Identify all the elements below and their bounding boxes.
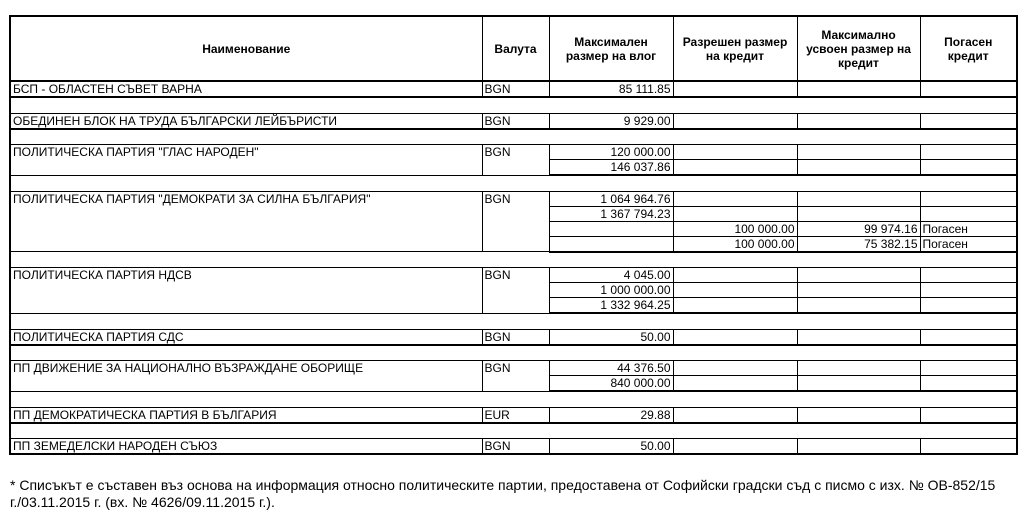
table-row: [10, 361, 1017, 376]
used-credit-cell: [797, 439, 920, 455]
allowed-credit-cell: [673, 113, 797, 129]
spacer-cell: [10, 129, 1017, 145]
spacer-row: [10, 345, 1017, 361]
footnote: * Списъкът е съставен въз основа на информация относно политическите партии, предоставена от Софийски градски съд с писмо с изх. № ОВ-852/15 г./03.11.2015 г. (вх. № 4626/09.11.2015 г.).: [10, 477, 996, 510]
used-credit-cell: [797, 407, 920, 423]
deposit-cell: 1 367 794.23: [549, 206, 673, 221]
repaid-cell: [920, 298, 1017, 314]
currency-cell: BGN: [482, 329, 549, 345]
table-row: [10, 329, 1017, 345]
deposit-cell: 1 064 964.76: [549, 191, 673, 206]
allowed-credit-cell: [673, 376, 797, 392]
currency-cell: BGN: [482, 81, 549, 97]
party-name-cell: ПОЛИТИЧЕСКА ПАРТИЯ "ДЕМОКРАТИ ЗА СИЛНА БЪЛГАРИЯ": [10, 191, 482, 252]
party-name-cell: ПП ЗЕМЕДЕЛСКИ НАРОДЕН СЪЮЗ: [10, 439, 482, 455]
party-name-cell: ПП ДЕМОКРАТИЧЕСКА ПАРТИЯ В БЪЛГАРИЯ: [10, 407, 482, 423]
spacer-row: [10, 313, 1017, 329]
spacer-cell: [10, 423, 1017, 439]
spacer-row: [10, 175, 1017, 191]
allowed-credit-cell: [673, 329, 797, 345]
deposit-cell: 44 376.50: [549, 361, 673, 376]
used-credit-cell: 99 974.16: [797, 221, 920, 236]
allowed-credit-cell: [673, 81, 797, 97]
repaid-cell: [920, 283, 1017, 298]
spacer-cell: [10, 313, 1017, 329]
repaid-cell: [920, 407, 1017, 423]
repaid-cell: [920, 191, 1017, 206]
currency-cell: BGN: [482, 439, 549, 455]
party-name-cell: ОБЕДИНЕН БЛОК НА ТРУДА БЪЛГАРСКИ ЛЕЙБЪРИСТИ: [10, 113, 482, 129]
header-name: Наименование: [10, 16, 482, 81]
spacer-row: [10, 423, 1017, 439]
deposit-cell: 120 000.00: [549, 145, 673, 160]
allowed-credit-cell: [673, 439, 797, 455]
used-credit-cell: [797, 113, 920, 129]
used-credit-cell: [797, 361, 920, 376]
spacer-row: [10, 129, 1017, 145]
allowed-credit-cell: 100 000.00: [673, 221, 797, 236]
deposit-cell: 50.00: [549, 439, 673, 455]
header-max-deposit: Максимален размер на влог: [549, 16, 673, 81]
spacer-cell: [10, 345, 1017, 361]
used-credit-cell: [797, 191, 920, 206]
used-credit-cell: [797, 145, 920, 160]
used-credit-cell: [797, 298, 920, 314]
allowed-credit-cell: [673, 160, 797, 176]
used-credit-cell: [797, 206, 920, 221]
repaid-cell: [920, 145, 1017, 160]
header-repaid-credit: Погасен кредит: [920, 16, 1017, 81]
allowed-credit-cell: [673, 361, 797, 376]
allowed-credit-cell: [673, 298, 797, 314]
party-name-cell: ПОЛИТИЧЕСКА ПАРТИЯ СДС: [10, 329, 482, 345]
repaid-cell: [920, 113, 1017, 129]
deposit-cell: 29.88: [549, 407, 673, 423]
deposit-cell: [549, 236, 673, 252]
table-row: [10, 113, 1017, 129]
spacer-row: [10, 252, 1017, 268]
deposit-cell: 1 332 964.25: [549, 298, 673, 314]
deposit-cell: 840 000.00: [549, 376, 673, 392]
used-credit-cell: [797, 268, 920, 283]
table-row: [10, 81, 1017, 97]
deposit-cell: 85 111.85: [549, 81, 673, 97]
allowed-credit-cell: [673, 191, 797, 206]
party-name-cell: ПОЛИТИЧЕСКА ПАРТИЯ "ГЛАС НАРОДЕН": [10, 145, 482, 176]
used-credit-cell: [797, 283, 920, 298]
repaid-cell: [920, 160, 1017, 176]
used-credit-cell: [797, 329, 920, 345]
allowed-credit-cell: [673, 268, 797, 283]
spacer-row: [10, 391, 1017, 407]
allowed-credit-cell: 100 000.00: [673, 236, 797, 252]
allowed-credit-cell: [673, 283, 797, 298]
header-max-used-credit: Максимално усвоен размер на кредит: [797, 16, 920, 81]
deposit-cell: 1 000 000.00: [549, 283, 673, 298]
deposit-cell: 50.00: [549, 329, 673, 345]
table-row: [10, 145, 1017, 160]
repaid-cell: Погасен: [920, 236, 1017, 252]
deposit-cell: [549, 221, 673, 236]
table-row: [10, 268, 1017, 283]
currency-cell: BGN: [482, 145, 549, 176]
repaid-cell: [920, 81, 1017, 97]
party-name-cell: ПОЛИТИЧЕСКА ПАРТИЯ НДСВ: [10, 268, 482, 314]
spacer-row: [10, 97, 1017, 113]
table-row: [10, 191, 1017, 206]
currency-cell: BGN: [482, 113, 549, 129]
currency-cell: BGN: [482, 268, 549, 314]
party-name-cell: БСП - ОБЛАСТЕН СЪВЕТ ВАРНА: [10, 81, 482, 97]
spacer-cell: [10, 252, 1017, 268]
header-allowed-credit: Разрешен размер на кредит: [673, 16, 797, 81]
allowed-credit-cell: [673, 206, 797, 221]
repaid-cell: [920, 268, 1017, 283]
deposit-cell: 146 037.86: [549, 160, 673, 176]
currency-cell: BGN: [482, 191, 549, 252]
party-name-cell: ПП ДВИЖЕНИЕ ЗА НАЦИОНАЛНО ВЪЗРАЖДАНЕ ОБОРИЩЕ: [10, 361, 482, 392]
header-currency: Валута: [482, 16, 549, 81]
table-row: [10, 439, 1017, 455]
spacer-cell: [10, 175, 1017, 191]
used-credit-cell: [797, 376, 920, 392]
table-row: [10, 407, 1017, 423]
repaid-cell: [920, 439, 1017, 455]
repaid-cell: [920, 206, 1017, 221]
allowed-credit-cell: [673, 407, 797, 423]
used-credit-cell: [797, 81, 920, 97]
currency-cell: EUR: [482, 407, 549, 423]
currency-cell: BGN: [482, 361, 549, 392]
deposit-cell: 4 045.00: [549, 268, 673, 283]
repaid-cell: [920, 361, 1017, 376]
deposit-cell: 9 929.00: [549, 113, 673, 129]
spacer-cell: [10, 97, 1017, 113]
used-credit-cell: 75 382.15: [797, 236, 920, 252]
allowed-credit-cell: [673, 145, 797, 160]
spacer-cell: [10, 391, 1017, 407]
party-accounts-table: [9, 15, 1018, 455]
header-row: [10, 16, 1017, 81]
repaid-cell: Погасен: [920, 221, 1017, 236]
used-credit-cell: [797, 160, 920, 176]
repaid-cell: [920, 376, 1017, 392]
repaid-cell: [920, 329, 1017, 345]
